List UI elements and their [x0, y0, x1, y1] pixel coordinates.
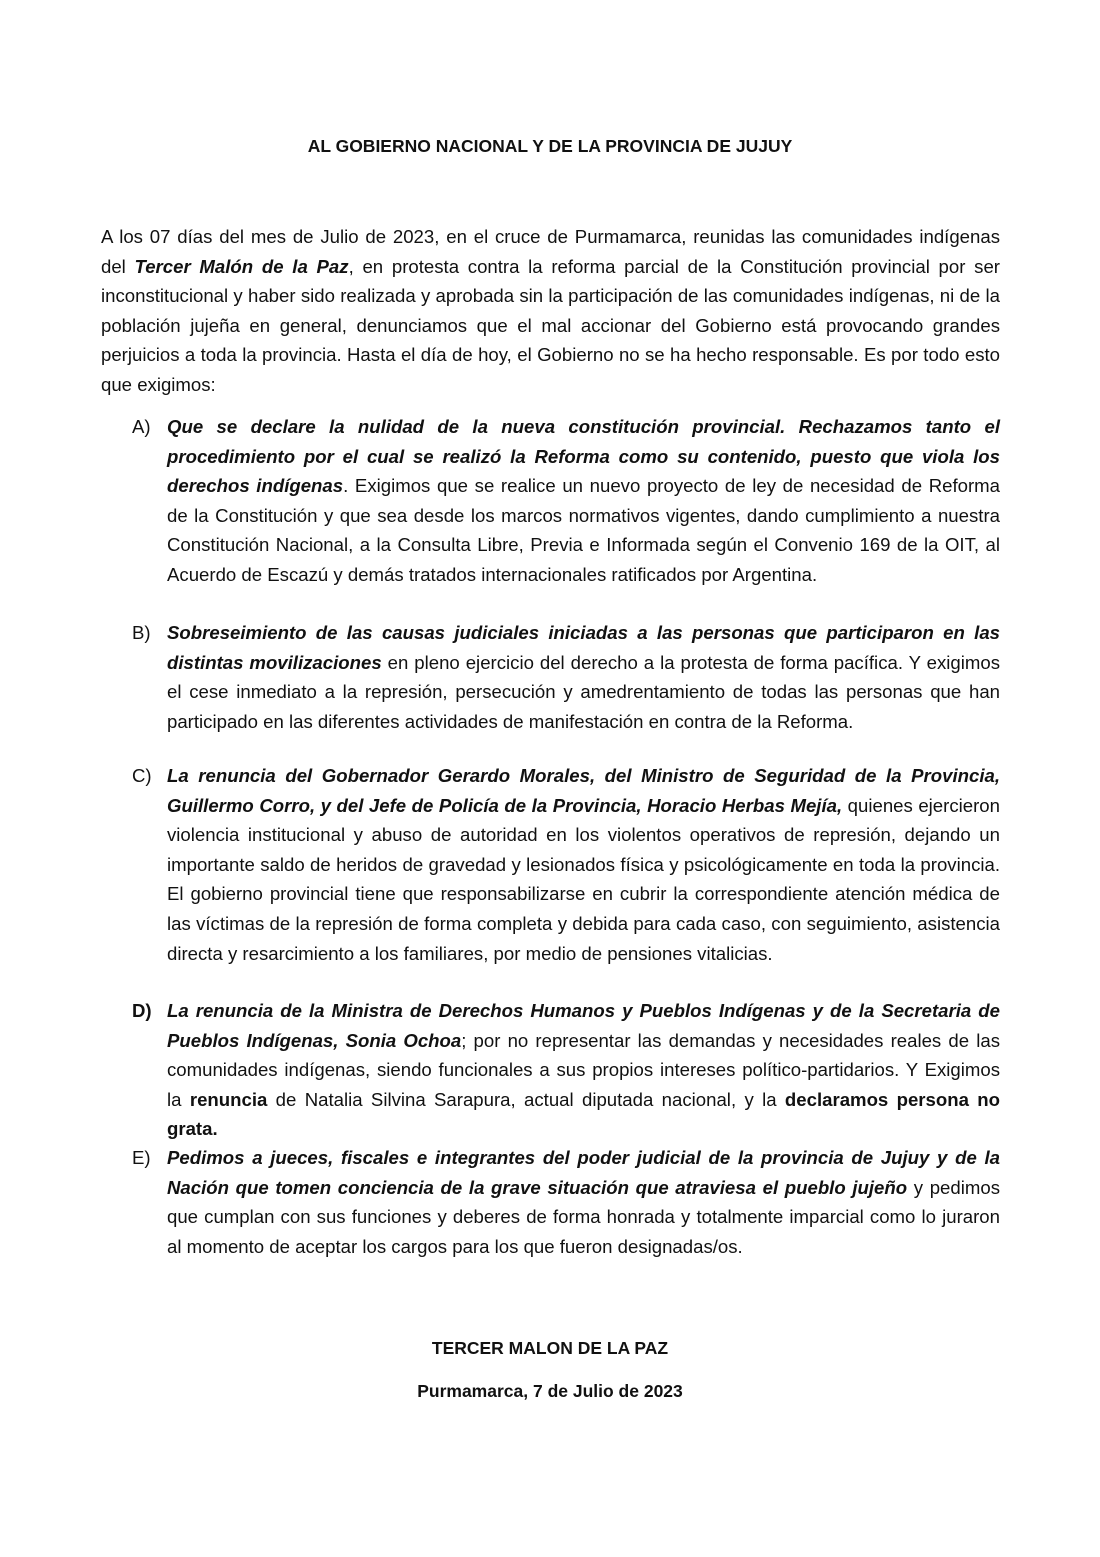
item-text: [167, 761, 1000, 968]
item-body-continued: de Natalia Silvina Sarapura, actual diputada nacional, y la: [267, 1088, 785, 1110]
item-bold-renuncia: renuncia: [189, 1088, 268, 1110]
item-bold-declaramos: declaramos persona no grata.: [167, 1088, 1000, 1140]
item-body: ; por no representar las demandas y necesidades reales de las comunidades indígenas, siendo funcionales a sus propios intereses político-partidarios. Y Exigimos la: [167, 1029, 1000, 1110]
item-emphasis: Que se declare la nulidad de la nueva constitución provincial. Rechazamos tanto el procedimiento por el cual se realizó la Reforma como su contenido, puesto que viola los derechos indígenas: [167, 416, 1000, 497]
demand-item-c: [101, 761, 1000, 968]
item-emphasis: Pedimos a jueces, fiscales e integrantes del poder judicial de la provincia de Jujuy y de la Nación que tomen conciencia de la grave situación que atraviesa el pueblo jujeño: [167, 1147, 1000, 1198]
item-body: en pleno ejercicio del derecho a la protesta de forma pacífica. Y exigimos el cese inmediato a la represión, persecución y amedrentamiento de todas las personas que han participado en las diferentes actividades de manifestación en contra de la Reforma.: [167, 651, 1000, 732]
item-text: [167, 1143, 1000, 1261]
item-body: quienes ejercieron violencia institucional y abuso de autoridad en los violentos operativos de represión, dejando un importante saldo de heridos de gravedad y lesionados física y psicológicamente en toda la provincia. El gobierno provincial tiene que responsabilizarse en cubrir la correspondiente atención médica de las víctimas de la represión de forma completa y debida para cada caso, con seguimiento, asistencia directa y resarcimiento a los familiares, por medio de pensiones vitalicias.: [167, 794, 1000, 964]
item-emphasis: Sobreseimiento de las causas judiciales iniciadas a las personas que participaron en las distintas movilizaciones: [167, 622, 1000, 673]
item-text: [167, 618, 1000, 736]
item-emphasis: La renuncia de la Ministra de Derechos Humanos y Pueblos Indígenas y de la Secretaria de Pueblos Indígenas, Sonia Ochoa: [167, 1000, 1000, 1051]
demand-item-d: [101, 996, 1000, 1144]
demand-item-a: [101, 412, 1000, 590]
item-letter: C): [132, 765, 152, 786]
signature-name: TERCER MALON DE LA PAZ: [431, 1338, 669, 1358]
intro-emphasis: Tercer Malón de la Paz: [134, 255, 349, 277]
item-text: [167, 996, 1000, 1144]
item-body: . Exigimos que se realice un nuevo proyecto de ley de necesidad de Reforma de la Constitución y que sea desde los marcos normativos vigentes, dando cumplimiento a nuestra Constitución Nacional, a la Consulta Libre, Previa e Informada según el Convenio 169 de la OIT, al Acuerdo de Escazú y demás tratados internacionales ratificados por Argentina.: [167, 475, 1000, 585]
item-letter: A): [132, 416, 151, 437]
intro-text-start: A los 07 días del mes de Julio de 2023, en el cruce de Purmamarca, reunidas las comunidades indígenas del: [101, 226, 1000, 277]
signature-place-date: Purmamarca, 7 de Julio de 2023: [417, 1381, 683, 1401]
item-text: [167, 412, 1000, 590]
item-emphasis: La renuncia del Gobernador Gerardo Morales, del Ministro de Seguridad de la Provincia, Guillermo Corro, y del Jefe de Policía de la Provincia, Horacio Herbas Mejía,: [167, 765, 1000, 816]
intro-paragraph: [101, 222, 1000, 400]
intro-text-end: , en protesta contra la reforma parcial de la Constitución provincial por ser inconstitucional y haber sido realizada y aprobada sin la participación de las comunidades indígenas, ni de la población jujeña en general, denunciamos que el mal accionar del Gobierno está provocando grandes perjuicios a toda la provincia. Hasta el día de hoy, el Gobierno no se ha hecho responsable. Es por todo esto que exigimos:: [101, 255, 1000, 395]
item-letter: E): [132, 1147, 151, 1168]
demand-item-e: [101, 1143, 1000, 1261]
item-letter: B): [132, 622, 151, 643]
item-letter: D): [132, 1000, 152, 1021]
item-body: y pedimos que cumplan con sus funciones y deberes de forma honrada y totalmente imparcial como lo juraron al momento de aceptar los cargos para los que fueron designadas/os.: [167, 1176, 1000, 1257]
demand-item-b: [101, 618, 1000, 736]
document-title: AL GOBIERNO NACIONAL Y DE LA PROVINCIA DE JUJUY: [307, 136, 793, 156]
